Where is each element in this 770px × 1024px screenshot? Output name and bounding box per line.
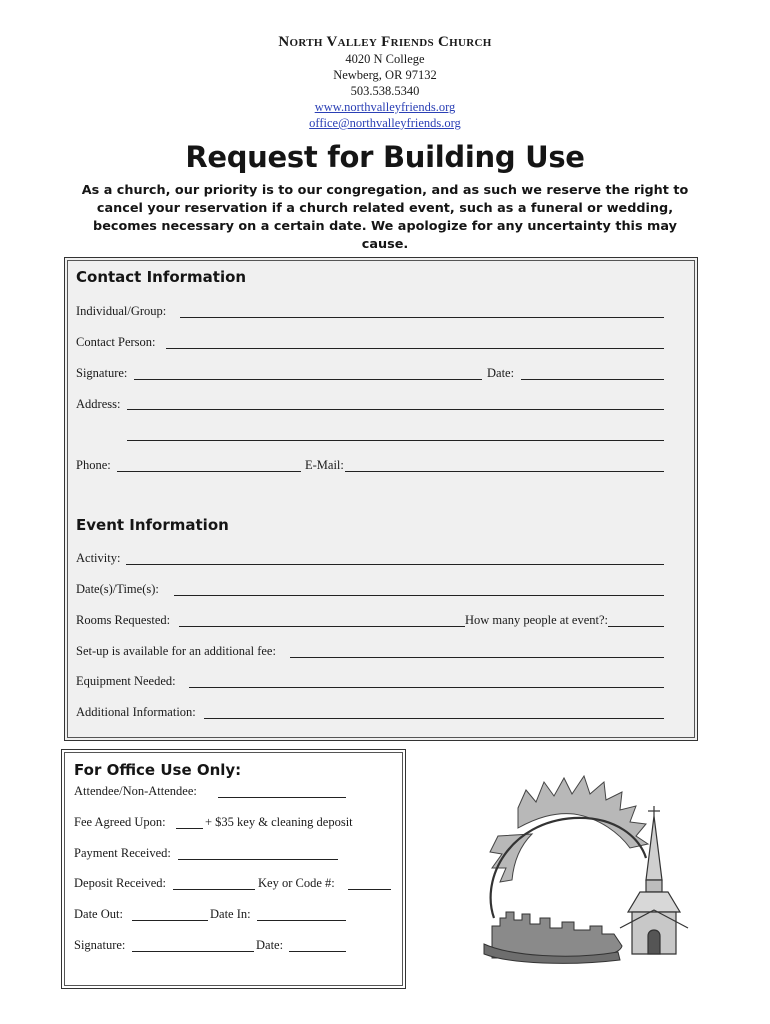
address-field-line-2[interactable] (127, 440, 664, 441)
equipment-field[interactable] (189, 687, 664, 688)
attendee-field[interactable] (218, 797, 346, 798)
attendee-label: Attendee/Non-Attendee: (74, 784, 197, 798)
office-date-field[interactable] (289, 951, 346, 952)
address-field-line-1[interactable] (127, 409, 664, 410)
office-date-label: Date: (256, 938, 284, 952)
address-line-2: Newberg, OR 97132 (333, 68, 437, 82)
equipment-label: Equipment Needed: (76, 674, 176, 688)
event-heading: Event Information (76, 516, 229, 534)
fee-agreed-label: Fee Agreed Upon: (74, 815, 166, 829)
payment-received-field[interactable] (178, 859, 338, 860)
date-label: Date: (487, 366, 515, 380)
activity-label: Activity: (76, 551, 121, 565)
additional-info-field[interactable] (204, 718, 664, 719)
date-field[interactable] (521, 379, 664, 380)
deposit-received-label: Deposit Received: (74, 876, 166, 890)
cancellation-notice: As a church, our priority is to our congregation, and as such we reserve the right to cancel your reservation if a church related event, such as a funeral or wedding, becomes necessary on a certain date. We apologize for any uncertainty this may cause. (81, 183, 689, 252)
org-name: North Valley Friends Church (278, 34, 492, 50)
office-signature-field[interactable] (132, 951, 254, 952)
email-label: E-Mail: (305, 458, 344, 472)
email-field[interactable] (345, 471, 664, 472)
request-form-box (64, 257, 698, 741)
contact-person-label: Contact Person: (76, 335, 156, 349)
address-line-1: 4020 N College (345, 52, 425, 66)
phone-label: Phone: (76, 458, 111, 472)
rooms-requested-label: Rooms Requested: (76, 613, 171, 627)
date-in-field[interactable] (257, 920, 346, 921)
dates-times-label: Date(s)/Time(s): (76, 582, 159, 596)
payment-received-label: Payment Received: (74, 846, 171, 860)
signature-label: Signature: (76, 366, 128, 380)
dates-times-field[interactable] (174, 595, 664, 596)
date-out-field[interactable] (132, 920, 208, 921)
church-sun-illustration (470, 768, 698, 964)
signature-field[interactable] (134, 379, 482, 380)
key-code-label: Key or Code #: (258, 876, 335, 890)
activity-field[interactable] (126, 564, 664, 565)
church-phone: 503.538.5340 (350, 84, 420, 98)
date-in-label: Date In: (210, 907, 251, 921)
contact-person-field[interactable] (166, 348, 664, 349)
how-many-people-label (465, 613, 608, 628)
additional-info-label: Additional Information: (76, 705, 196, 719)
office-signature-label: Signature: (74, 938, 126, 952)
website-link[interactable]: www.northvalleyfriends.org (314, 100, 456, 114)
fee-agreed-field[interactable] (176, 828, 203, 829)
setup-fee-field[interactable] (290, 657, 664, 658)
office-use-heading: For Office Use Only: (74, 761, 242, 779)
key-code-field[interactable] (348, 889, 391, 890)
date-out-label: Date Out: (74, 907, 123, 921)
deposit-received-field[interactable] (173, 889, 255, 890)
email-link[interactable]: office@northvalleyfriends.org (309, 116, 461, 130)
letterhead (0, 34, 770, 131)
phone-field[interactable] (117, 471, 301, 472)
fee-deposit-note: + $35 key & cleaning deposit (205, 815, 353, 829)
individual-group-label: Individual/Group: (76, 304, 167, 318)
setup-fee-label: Set-up is available for an additional fee: (76, 644, 276, 658)
page-title: Request for Building Use (185, 140, 585, 174)
address-label: Address: (76, 397, 121, 411)
contact-heading: Contact Information (76, 268, 247, 286)
how-many-people-text: How many people at event?: (465, 613, 609, 627)
individual-group-field[interactable] (180, 317, 664, 318)
